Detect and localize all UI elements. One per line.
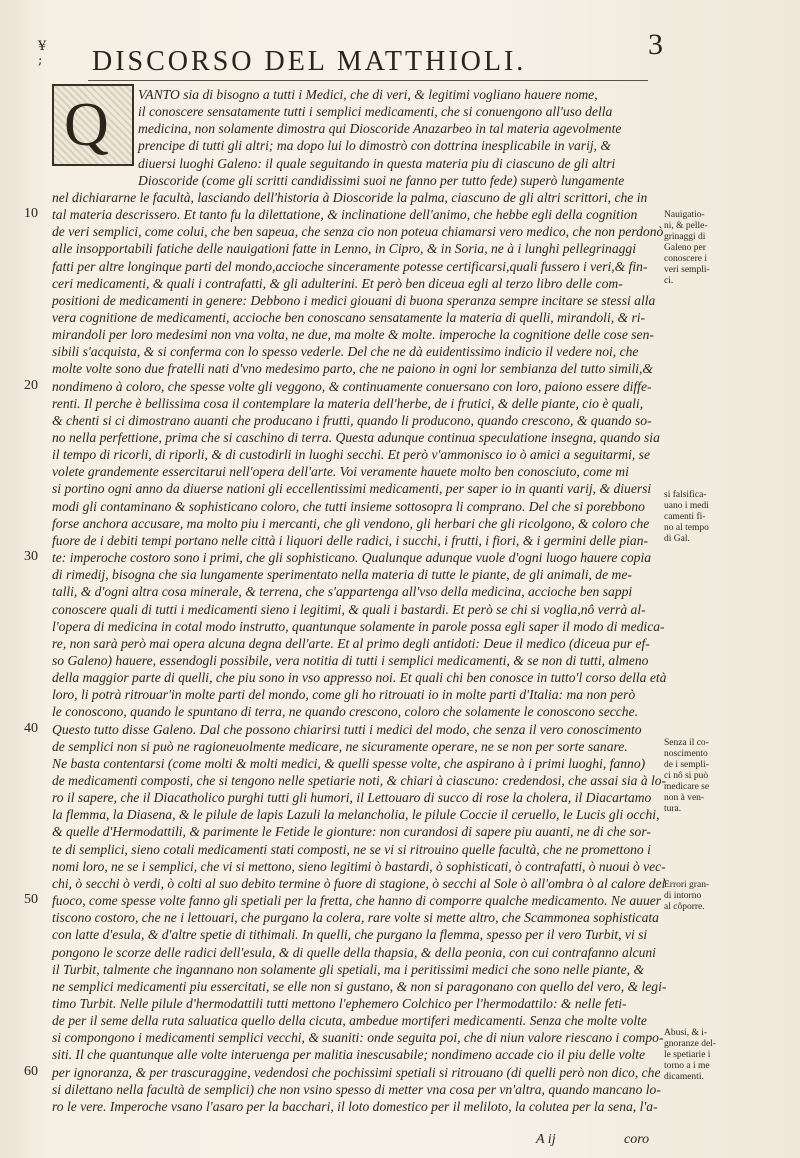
marginal-note-line: ci.	[664, 276, 674, 286]
marginal-note-line: noscimento	[664, 749, 708, 759]
text-line: nomi loro, ne se i semplici, che vi si mettono, sieno legitimi ò bastardi, ò sophisticati, ò contrafatti, ò nuoui ò vec-	[52, 858, 666, 874]
signature-foot: A ij	[536, 1132, 556, 1147]
line-number: 50	[24, 892, 38, 908]
text-line: si dilettano nella facultà de semplici) che non vsino spesso di metter vna cosa per vn'altra, quando mancano lo-	[52, 1081, 661, 1097]
text-line: si portino ogni anno da diuerse nationi gli eccellentissimi medicamenti, per saper io in quanti varij, & diuersi	[52, 481, 652, 497]
marginal-note-line: le spetiarie i	[664, 1050, 711, 1060]
marginal-note-line: gnoranze del-	[664, 1039, 716, 1049]
signature-mark: ¥ ;	[38, 39, 47, 68]
text-line: conoscere quali di tutti i medicamenti sieno i legitimi, & quali i bastardi. Et però se chi si voglia,nô verrà al-	[52, 601, 646, 617]
marginal-note-line: Galeno per	[664, 243, 706, 253]
text-line: Questo tutto disse Galeno. Dal che possono chiarirsi tutti i medici del modo, che senza il vero conoscimento	[52, 721, 642, 737]
line-number: 30	[24, 549, 38, 565]
text-line: te: imperoche costoro sono i primi, che gli sophisticano. Qualunque adunque vuole d'ogni luogo hauere copia	[52, 550, 652, 566]
text-line: nondimeno à coloro, che spesse volte gli veggono, & continuamente conuersano con loro, paiono essere diffe-	[52, 378, 652, 394]
text-line: fuoco, come spesse volte fanno gli spetiali per la fretta, che hanno di comporre qualche medicamento. Ne auuer	[52, 893, 662, 909]
text-line: le conoscono, quando le spuntano di terra, ne quando crescono, coloro che solamente le conoscono secche.	[52, 704, 639, 720]
text-line: de veri semplici, come colui, che ben sapeua, che senza cio non poteua chiamarsi vero medico, che non perdonò	[52, 224, 664, 240]
text-line: ceri medicamenti, & quali i contrafatti, & gli adulterini. Et però ben diceua egli al terzo libro delle com-	[52, 275, 623, 291]
text-line: & quelle d'Hermodattili, & parimente le Fetide le gionture: non curandosi di sapere piu auanti, ne di che sor-	[52, 824, 651, 840]
marginal-note	[664, 210, 742, 287]
text-line: te di semplici, sieno cotali medicamenti stati composti, ne se vi si ritrouino quelle facultà, che ne promettono i	[52, 841, 651, 857]
text-line: volete grandemente essercitarui nell'opera dell'arte. Voi veramente hauete molto ben conosciuto, come mi	[52, 464, 629, 480]
text-line: Ne basta contentarsi (come molti & molti medici, & quelli spesse volte, che aspirano à i primi luoghi, fanno)	[52, 755, 646, 771]
text-line: ro il sapere, che il Diacatholico purghi tutti gli humori, il Lettouaro di succo di rose la cholera, il Diacartamo	[52, 790, 652, 806]
page-title: DISCORSO DEL MATTHIOLI.	[92, 46, 527, 77]
text-line: il tempo di ricorli, di riporli, & di custodirli in luoghi secchi. Et però v'ammonisco io ò amici a seguitarmi, se	[52, 447, 650, 463]
marginal-note-line: conoscere i	[664, 254, 707, 264]
text-line: pongono le scorze delle radici dell'esula, & di quelle della thapsia, & della peonia, con cui contrafanno alcuni	[52, 944, 656, 960]
text-line: con latte d'esula, & d'altre spetie di tithimali. In quelli, che purgano la flemma, spesso per il vero Turbit, vi si	[52, 927, 648, 943]
text-line: diuersi luoghi Galeno: il quale seguitando in questa materia piu di ciascuno de gli altri	[138, 155, 616, 171]
text-line: prencipe di tutti gli altri; ma dopo lui lo dimostrò con dottrina inesplicabile in varij, &	[138, 138, 611, 154]
marginal-note-line: ni, & pelle-	[664, 221, 708, 231]
marginal-note-line: di intorno	[664, 891, 702, 901]
page-number: 3	[648, 28, 663, 61]
text-line: il conoscere sensatamente tutti i semplici medicamenti, che si conuengono all'uso della	[138, 104, 613, 120]
text-line: l'opera di medicina in cotal modo instrutto, quantunque solamente in parole possa egli saper il modo di medica-	[52, 618, 665, 634]
marginal-note	[664, 880, 742, 913]
marginal-note-line: veri sempli-	[664, 265, 710, 275]
text-line: fuore de i debiti tempi portano nelle città i liquori delle radici, i succhi, i frutti, i fiori, & i germini delle pian-	[52, 532, 649, 548]
text-line: molte volte sono due fratelli nati d'vno medesimo parto, che ne paiono in ogni lor sembianza del tutto simili,&	[52, 361, 653, 377]
text-line: de medicamenti composti, che si tengono nelle spetiarie noti, & chiari à ciascuno: credendosi, che assai sia à lo-	[52, 773, 667, 788]
text-line: della maggior parte di quelli, che piu sono in vso appresso noi. Et quali chi ben conosce in tutto'l corso della età	[52, 670, 667, 686]
text-line: si compongono i medicamenti semplici vecchi, & suaniti: onde seguita poi, che di niun valore riescano i compo-	[52, 1030, 664, 1046]
text-line: Dioscoride (come gli scritti candidissimi suoi ne fanno per tutto fede) superò lungamente	[138, 172, 625, 188]
text-line: vera cognitione de medicamenti, accioche ben conoscano sensatamente la materia di quelli, mirandoli, & ri-	[52, 309, 646, 325]
marginal-note-line: uano i medi	[664, 501, 709, 511]
marginal-note-line: torno a i me	[664, 1061, 710, 1071]
text-line: so Galeno) hauere, essendogli possibile, vera notitia di tutti i semplici medicamenti, & se non di tutti, almeno	[52, 652, 649, 668]
text-line: timo Turbit. Nelle pilule d'hermodattili tutti mettono l'ephemero Colchico per l'hermodattilo: & nelle feti-	[52, 995, 627, 1011]
marginal-note-line: dicamenti.	[664, 1072, 704, 1082]
initial-letter: Q	[64, 91, 109, 159]
marginal-note-line: Errori gran-	[664, 880, 710, 890]
line-number: 60	[24, 1063, 38, 1079]
text-line: tiscono costoro, che ne i lettouari, che purgano la colera, rare volte si mette altro, che Scammonea sophisticata	[52, 910, 659, 926]
marginal-note-line: si falsifica-	[664, 490, 707, 500]
marginal-note-line: Senza il co-	[664, 738, 709, 748]
text-line: modi gli contaminano & sophisticano coloro, che tutti insieme sottosopra li comprano. Del che si porebbono	[52, 498, 645, 514]
text-line: talli, & d'ogni altra cosa minerale, & terrena, che s'appartenga all'vso della medicina, accioche ben sappi	[52, 584, 633, 600]
text-line: la flemma, la Diasena, & le pilule de lapis Lazuli la melancholia, le pilule Coccie il ceruello, le Lucis gli occhi,	[52, 807, 660, 823]
text-line: chi, ò secchi ò verdi, ò colti al suo debito termine ò fuore di stagione, ò secchi al Sole ò all'ombra ò al calore del	[52, 875, 666, 891]
marginal-note-line: Nauigatio-	[664, 210, 705, 220]
text-line: per ignoranza, & per trascuraggine, vedendosi che pochissimi spetiali si ritrouano (di quelli però non dico, che	[52, 1064, 661, 1080]
marginal-note-line: di Gal.	[664, 534, 690, 544]
marginal-note-line: no al tempo	[664, 523, 709, 533]
text-line: nel dichiararne le facultà, lasciando dell'historia à Dioscoride la palma, ciascuno de gli altri scrittori, che in	[52, 189, 648, 205]
text-line: di rimedij, bisogna che sia lungamente sperimentato nella materia di tutte le piante, de gli animali, de me-	[52, 567, 632, 583]
marginal-note-line: al côporre.	[664, 902, 705, 912]
text-line: medicina, non solamente dimostra qui Dioscoride Anazarbeo in tal materia agevolmente	[138, 121, 622, 137]
title-rule	[88, 80, 648, 81]
marginal-note-line: non à ven-	[664, 793, 705, 803]
marginal-note-line: grinaggi di	[664, 232, 706, 242]
text-line: positioni de medicamenti in genere: Debbono i medici giouani di buona speranza sempre incitare se stessi alla	[52, 292, 656, 308]
marginal-note-line: medicare se	[664, 782, 710, 792]
text-line: de semplici non si può ne ragioneuolmente medicare, ne sicuramente operare, ne se non per sorte sanare.	[52, 738, 628, 754]
text-line: il Turbit, talmente che ingannano non solamente gli spetiali, ma i peritissimi medici che sono nelle piante, &	[52, 961, 645, 977]
line-number: 40	[24, 720, 38, 736]
decorated-initial	[52, 84, 134, 166]
text-line: mirandoli per loro medesimi non vna volta, ne due, ma molte & molte. imperoche la cognitione delle cose sen-	[52, 327, 654, 343]
marginal-note-line: ci nô si può	[664, 771, 709, 781]
text-line: fatti per altre longinque parti del mondo,accioche sinceramente potesse certificarsi,quali fussero i veri,& fin-	[52, 258, 648, 274]
marginal-note	[664, 490, 742, 545]
marginal-note-line: camenti fi-	[664, 512, 706, 522]
text-line: ne semplici medicamenti piu essercitati, se elle non si gustano, & non si paragonano con quello del vero, & legi-	[52, 978, 667, 994]
catchword: coro	[624, 1132, 650, 1147]
text-line: alle insopportabili fatiche delle nauigationi fatte in Lenno, in Cipro, & in Soria, ne à i lunghi pellegrinaggi	[52, 241, 636, 257]
line-number: 20	[24, 377, 38, 393]
text-line: forse anchora accusare, ma molto piu i mercanti, che gli vendono, gli herbari che gli ricolgono, & coloro che	[52, 515, 650, 531]
text-line: tal materia descrissero. Et tanto fu la dilettatione, & inclinatione dell'animo, che hebbe egli della cognition	[52, 207, 638, 223]
text-line: ro le vere. Imperoche vsano l'asaro per la bacchari, il loto domestico per il meliloto, la colutea per la sena, l'a-	[52, 1098, 658, 1114]
text-line: & chenti si ci dimostrano auanti che producano i frutti, quando li producono, quando crescono, & quando so-	[52, 412, 652, 428]
text-line: de per il seme della ruta saluatica quello della cicuta, ambedue mortiferi medicamenti. Senza che molte volte	[52, 1013, 647, 1029]
line-number: 10	[24, 206, 38, 222]
text-line: renti. Il perche è bellissima cosa il contemplare la materia dell'herbe, de i frutici, & delle piante, cio è quali,	[52, 395, 644, 411]
marginal-note	[664, 1028, 742, 1083]
text-line: sibili s'acquista, & si conferma con lo spesso vederle. Del che ne dà euidentissimo indicio il vedere noi, che	[52, 344, 639, 360]
marginal-note	[664, 738, 742, 815]
marginal-note-line: tura.	[664, 804, 682, 814]
text-line: siti. Il che quantunque alle volte interuenga per malitia inescusabile; nondimeno accade cio il piu delle volte	[52, 1047, 646, 1063]
text-line: no nella perfettione, prima che si caschino di terra. Questa adunque continua speculatione insegna, quando sia	[52, 430, 660, 445]
marginal-note-line: de i sempli-	[664, 760, 709, 770]
marginal-note-line: Abusi, & i-	[664, 1028, 708, 1038]
text-line: loro, li potrà ritrouar'in molte parti del mondo, come gli ho ritrouati io in molte parti d'Italia: ma non però	[52, 687, 636, 703]
text-line: re, non sarà però mai opera alcuna degna dell'arte. Et al primo degli antidoti: Deue il medico (diceua pur ef-	[52, 635, 650, 651]
text-line: VANTO sia di bisogno a tutti i Medici, che di veri, & legitimi vogliano hauere nome,	[138, 87, 598, 102]
